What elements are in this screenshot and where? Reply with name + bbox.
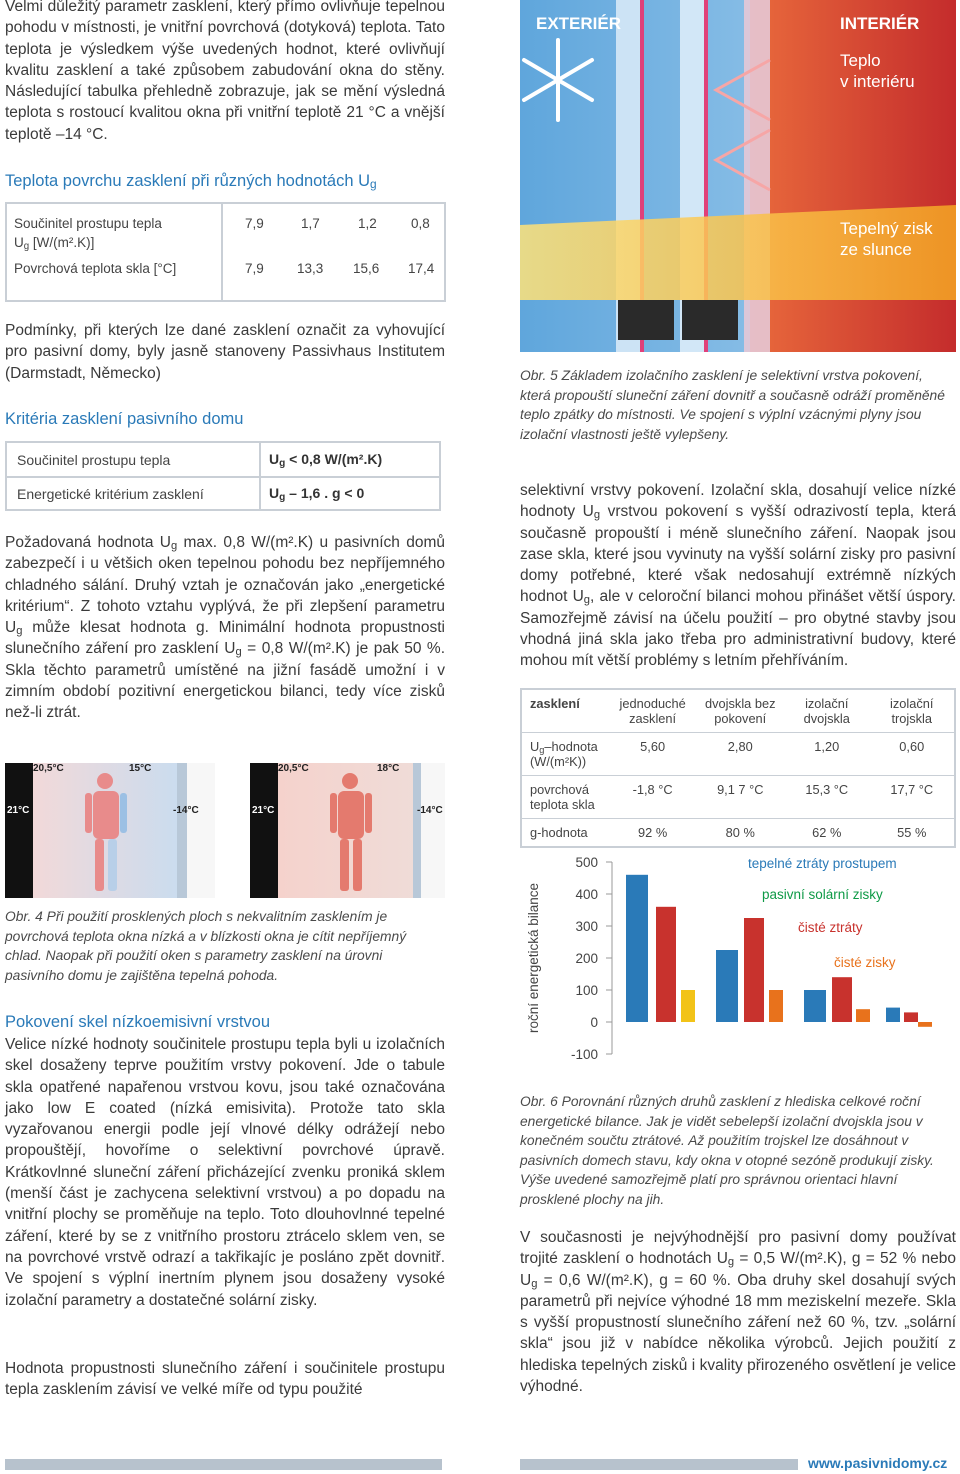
y-tick-label: 400 (575, 887, 598, 902)
bar (769, 990, 783, 1022)
figure6-caption: Obr. 6 Porovnání různých druhů zasklení z hlediska celkové roční energetické bilance. Jak je vidět sebelepší izolační dvojskla jsou v konečném součtu ztrátové. Až použitím trojskel lze dosáhnout v pasivních domech stavu, kdy okna v otopné sezóně produkují zisky. Výše uvedené samozřejmě platí pro správnou orientaci hlavní prosklené plochy na jih. (520, 1094, 934, 1207)
fig4-label: 21°C (252, 805, 275, 816)
fig4-label: -14°C (173, 805, 199, 816)
coating-paragraph: Velice nízké hodnoty součinitele prostupu tepla byli u izolačních skel dosaženy teprve použitím vrstvy pokovení. Jde o tabule skla opatřené napařenou vrstvou kovu, jsou také označována jako low E coated (nízká emisivita). Protože tato skla vyzařovanou energii podle její vlnové délky odrážejí nebo propouštějí, hovoříme o selektivní povrchové úpravě. Krátkovlnné sluneční záření přicházející zvenku proniká sklem (menší část je zachycena selektivní vrstvou) a po dopadu na vnitřní plochy se proměňuje na teplo. Toto dlouhovlnné tepelné záření, které by se z vnitřního prostoru ztrácelo sklem ven, se na povrchové vrstvě odrazí a takřikajíc je posláno zpět dovnitř. Ve spojení s výplní inertním plynem jsou dosaženy vysoké izolační parametry a dostatečné solární zisky. (5, 1036, 445, 1309)
table-cell: 1,20 (784, 733, 869, 776)
y-tick-label: 0 (590, 1015, 598, 1030)
bar (716, 950, 738, 1022)
u-value: 0,8 (411, 216, 430, 231)
figure5-caption: Obr. 5 Základem izolačního zasklení je selektivní vrstva pokovení, která propouští sluneční záření dovnitř a současně odráží proměněné teplo zpátky do místnosti. Ve spojení s výplní vzácnými plyny jsou izolační vlastnosti ještě vylepšeny. (520, 368, 945, 442)
criteria-label: Energetické kritérium zasklení (17, 486, 204, 502)
bar (832, 977, 852, 1022)
intro-paragraph: Velmi důležitý parametr zasklení, který přímo ovlivňuje tepelnou pohodu v místnosti, je vnitřní povrchová (dotyková) teplota. Tato teplota je výsledkem výše uvedených hodnot, které ovlivňují kvalitu zasklení a také způsobem zabudování okna do stěny. Následující tabulka přehledně zobrazuje, jak se mění výsledná teplota s rostoucí kvalitou okna při vnitřní teplotě 21 °C a vnější teplotě –14 °C. (5, 0, 445, 143)
table-cell: 15,3 °C (784, 776, 869, 819)
fig4-label: -14°C (417, 805, 443, 816)
required-paragraph: Požadovaná hodnota $U_g$ max. 0,8 W/(m².K) u pasivních domů zabezpečí i u většich oken tepelnou pohodu bez nepříjemného chladného sálání. Druhý vztah je označován jako „energetické kritérium“. Z tohoto vztahu vyplývá, že při zlepšení parametru $U_g$ může klesat hodnota g. Minimální hodnota propustnosti slunečního záření pro zasklení $U_g = 0,8$ W/(m².K) je pak 50 %. Skla těchto parametrů umístěné na jižní fasádě umožní i v zimním období pozitivní energetickou bilanci, tedy více zisků než-li ztrát. (5, 534, 446, 722)
y-tick-label: 100 (575, 983, 598, 998)
temp-value: 13,3 (297, 261, 324, 276)
y-tick-label: 200 (575, 951, 598, 966)
fig4-label: 15°C (129, 763, 152, 774)
criteria-value: $U_g < 0,8$ W/(m².K) (269, 451, 383, 469)
closing-paragraph: V současnosti je nejvýhodnější pro pasivní domy používat trojité zasklení o hodnotách $U_g = 0,5$ W/(m².K), g = 52 % nebo $U_g = 0,6$ W/(m².K), g = 60 %. Oba druhy skel dosahují svých parametrů při nejvíce výhodné 18 mm meziskelní mezeře. Skla s vyšší propustností slunečního záření než 60 %, tzv. „solární skla“ jsou již v nabídce několika výrobců. Jejich použití z hlediska tepelných zisků i kvality přirozeného osvětlení je velice výhodné. (520, 1229, 956, 1396)
fig4-label: 20,5°C (278, 763, 309, 774)
table-row (521, 776, 955, 819)
criteria-value: $U_g - 1,6$ . g < 0 (269, 485, 365, 503)
table-header: izolační trojskla (870, 689, 956, 733)
fig4-label: 20,5°C (33, 763, 64, 774)
coating-paragraph-2: Hodnota propustnosti slunečního záření i součinitele prostupu tepla zasklením závisí ve velké míře od typu použité (5, 1360, 445, 1399)
table-cell: 5,60 (609, 733, 697, 776)
table-row (521, 689, 955, 733)
figure4-illustration (5, 755, 445, 898)
right-paragraph: selektivní vrstvy pokovení. Izolační skla, dosahují velice nízké hodnoty $U_g$ vrstvou pokovení s vyšší odrazivostí tepla, která současně propouští i méně slunečního záření. Naopak jsou zase skla, které jsou vyvinuty na vyšší solární zisky pro pasivní domy potřebné, které však nedosahují extrémně nízkých hodnot $U_g$, ale v celoroční bilanci mohou přinášet větší úspory. Samozřejmě závisí na účelu použití – pro obytné stavby jsou vhodná jiná skla jako třeba pro administrativní budovy, které mohou mít větší problémy s letním přehříváním. (520, 482, 956, 670)
u-value: 1,7 (301, 216, 320, 231)
row-label-temp: Povrchová teplota skla [°C] (14, 261, 177, 276)
bar (804, 990, 826, 1022)
legend-label: čisté ztráty (798, 920, 863, 935)
table-cell: povrchová teplota skla (521, 776, 609, 819)
fig4-label: 18°C (377, 763, 400, 774)
legend-label: pasivní solární zisky (762, 887, 883, 902)
u-value: 7,9 (245, 216, 264, 231)
gain-label: Tepelný zisk ze slunce (840, 219, 933, 259)
y-tick-label: 500 (575, 855, 598, 870)
bar (856, 1009, 870, 1022)
table-cell: 0,60 (870, 733, 956, 776)
legend-label: čisté zisky (834, 955, 896, 970)
y-tick-label: 300 (575, 919, 598, 934)
fig4-label: 21°C (7, 805, 30, 816)
y-axis-label: roční energetická bilance (526, 882, 541, 1034)
table-cell: 9,1 7 °C (697, 776, 785, 819)
interior-label: INTERIÉR (840, 14, 920, 33)
y-tick-label: -100 (570, 1047, 598, 1062)
bar (904, 1012, 918, 1022)
table-header: dvojskla bez pokovení (697, 689, 785, 733)
bar (918, 1022, 932, 1027)
table-cell: g-hodnota (530, 825, 588, 840)
passiv-paragraph: Podmínky, při kterých lze dané zasklení označit za vyhovující pro pasivní domy, byly jasně stanoveny Passivhaus Institutem (Darmstadt, Německo) (5, 322, 445, 382)
table2-heading: Kritéria zasklení pasivního domu (5, 410, 244, 428)
bar (626, 875, 648, 1022)
bar (656, 907, 676, 1022)
criteria-label: Součinitel prostupu tepla (17, 452, 171, 468)
table-cell: -1,8 °C (609, 776, 697, 819)
table-row (521, 733, 955, 776)
footer-url[interactable]: www.pasivnidomy.cz (808, 1455, 948, 1471)
bar (886, 1008, 900, 1022)
figure4-caption: Obr. 4 Při použití prosklených ploch s nekvalitním zasklením je povrchová teplota okna nízká a v blízkosti okna je cítit nepříjemný chlad. Naopak při použití oken s parametry zasklení na úrovni pasivního domu je zajištěna tepelná pohoda. (5, 909, 407, 983)
coating-heading: Pokovení skel nízkoemisivní vrstvou (5, 1013, 271, 1031)
bar (744, 918, 764, 1022)
table-cell: 80 % (725, 825, 755, 840)
temp-value: 17,4 (408, 261, 435, 276)
table-header: jednoduché zasklení (609, 689, 697, 733)
glazing-comparison-table (520, 688, 956, 848)
criteria-table (5, 441, 441, 511)
legend-label: tepelné ztráty prostupem (748, 856, 897, 871)
table-cell: 62 % (812, 825, 842, 840)
heat-label: Teplo v interiéru (840, 51, 915, 91)
surface-temp-table (5, 202, 446, 302)
row-label-u: Součinitel prostupu tepla $U_g$ [W/(m².K)] (14, 216, 162, 252)
u-value: 1,2 (358, 216, 377, 231)
table-header: zasklení (521, 689, 609, 733)
exterior-label: EXTERIÉR (536, 14, 622, 33)
table-cell: $U_g$–hodnota (W/(m²K)) (521, 733, 609, 776)
temp-value: 7,9 (245, 261, 264, 276)
figure5-illustration (520, 0, 956, 352)
table-header: izolační dvojskla (784, 689, 869, 733)
footer-bar-right (520, 1459, 798, 1470)
table-row (521, 819, 955, 848)
table-cell: 17,7 °C (870, 776, 956, 819)
table-cell: 55 % (897, 825, 927, 840)
temp-value: 15,6 (353, 261, 380, 276)
table-cell: 2,80 (697, 733, 785, 776)
table-cell: 92 % (638, 825, 668, 840)
footer-bar-left (5, 1459, 442, 1470)
table1-heading: Teplota povrchu zasklení při různých hodnotách $U_g$ (5, 172, 377, 191)
energy-balance-chart (520, 848, 956, 1070)
bar (681, 990, 695, 1022)
